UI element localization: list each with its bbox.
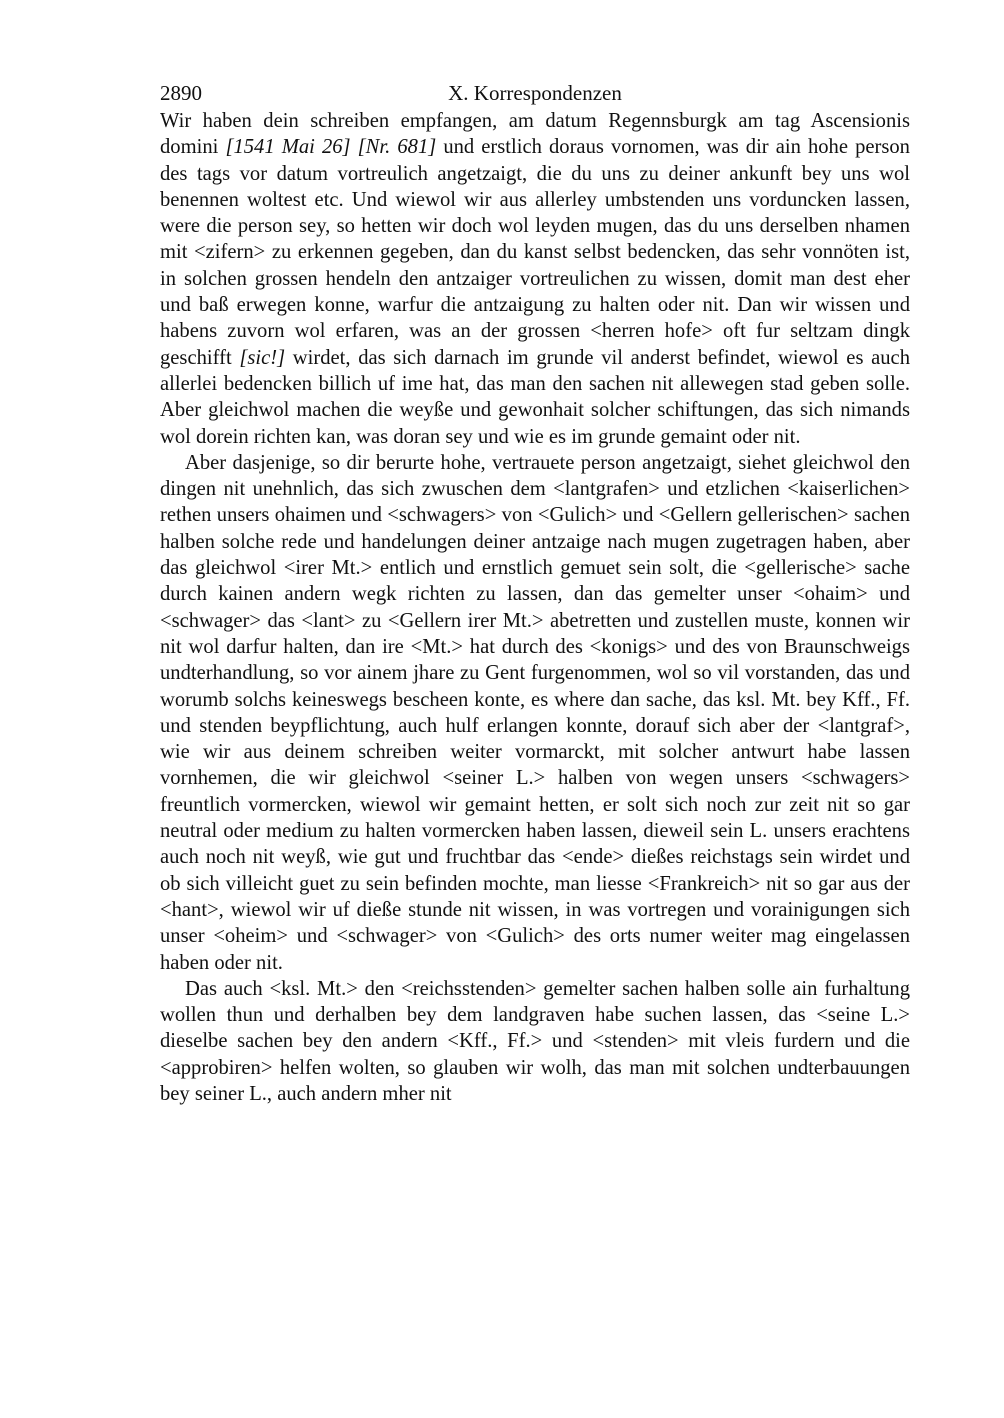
running-head: [160, 78, 910, 108]
paragraph-3: Das auch <ksl. Mt.> den <reichsstenden> gemelter sachen halben solle ain furhaltung wollen thun und derhalben bey dem landgraven habe suchen lassen, das <seine L.> dieselbe sachen bey den andern <Kff., Ff.> und <stenden> mit vleis furdern und die <approbiren> helfen wolten, so glauben wir wolh, das man mit solchen undterbauungen bey seiner L., auch andern mher nit: [160, 977, 910, 1105]
editorial-note-date-reference: [1541 Mai 26] [Nr. 681]: [225, 136, 437, 159]
paragraph-1-text-a: Wir haben dein schreiben empfangen, am datum Regennsburgk am tag Ascensionis domini: [160, 110, 910, 159]
paragraph-2: Aber dasjenige, so dir berurte hohe, vertrauete person angetzaigt, siehet gleichwol den dingen nit unehnlich, das sich zwuschen dem <lantgrafen> und etzlichen <kaiserlichen> rethen unsers ohaimen und <schwagers> von <Gulich> und <Gellern gellerischen> sachen halben solche rede und handelungen deiner antzaige nach mugen zugetragen haben, aber das gleichwol <irer Mt.> entlich und ernstlich gemuet sein solt, die <gellerische> sache durch kainen andern wegk richten zu lassen, dan das gemelter unser <ohaim> und <schwager> das <lant> zu <Gellern irer Mt.> abetretten und zustellen muste, konnen wir nit wol darfur halten, dan ire <Mt.> hat durch des <konigs> und des von Braunschweigs undterhandlung, so vor ainem jhare zu Gent furgenommen, wol so vil vorstanden, das und worumb solchs keineswegs bescheen konte, es where dan sache, das ksl. Mt. bey Kff., Ff. und stenden beypflichtung, auch hulf erlangen konnte, dorauf sich aber der <lantgraf>, wie wir aus deinem schreiben weiter vormarckt, mit solcher antwurt habe lassen vornhemen, die wir gleichwol <seiner L.> halben von wegen unsers <schwagers> freuntlich vormercken, wiewol wir gemaint hetten, er solt sich noch zur zeit nit so gar neutral oder medium zu halten vormercken haben lassen, dieweil sein L. unsers erachtens auch noch nit weyß, wie gut und fruchtbar das <ende> dießes reichstags sein wirdet und ob sich villeicht guet zu sein befinden mochte, man liesse <Frankreich> nit so gar aus der <hant>, wiewol wir uf dieße stunde nit wissen, in was vortregen und vorainigungen sich unser <oheim> und <schwager> von <Gulich> des orts numer weiter mag eingelassen haben oder nit.: [160, 451, 910, 974]
editorial-note-sic: [sic!]: [239, 346, 286, 369]
document-page: [160, 78, 910, 1107]
section-title: X. Korrespondenzen: [448, 81, 622, 105]
paragraph-1: [160, 108, 910, 450]
paragraph-1-text-b: und erstlich doraus vornomen, was dir ain hohe person des tags vor datum vortreulich angetzaigt, die du uns zu deiner ankunft bey uns wol benennen woltest etc. Und wiewol wir aus allerley umbstenden uns vorduncken lassen, were die person sey, so hetten wir doch wol leyden mugen, das du uns derselben nhamen mit <zifern> zu erkennen gegeben, dan du kanst selbst bedencken, das sehr vonnöten ist, in solchen grossen hendeln den antzaiger vortreulichen zu wissen, domit man dest eher und baß erwegen konne, warfur die antzaigung zu halten oder nit. Dan wir wissen und habens zuvorn wol erfaren, was an der grossen <herren hofe> oft fur seltzam dingk geschifft: [160, 136, 910, 369]
page-number: 2890: [160, 81, 202, 105]
paragraph-1-text-c: wirdet, das sich darnach im grunde vil anderst befindet, wiewol es auch allerlei bedencken billich uf ime hat, das man den sachen nit allewegen stad geben solle. Aber gleichwol machen die weyße und gewonhait solcher schiftungen, das sich nimands wol dorein richten kan, was doran sey und wie es im grunde gemaint oder nit.: [160, 346, 910, 448]
body-text: [160, 108, 910, 1107]
